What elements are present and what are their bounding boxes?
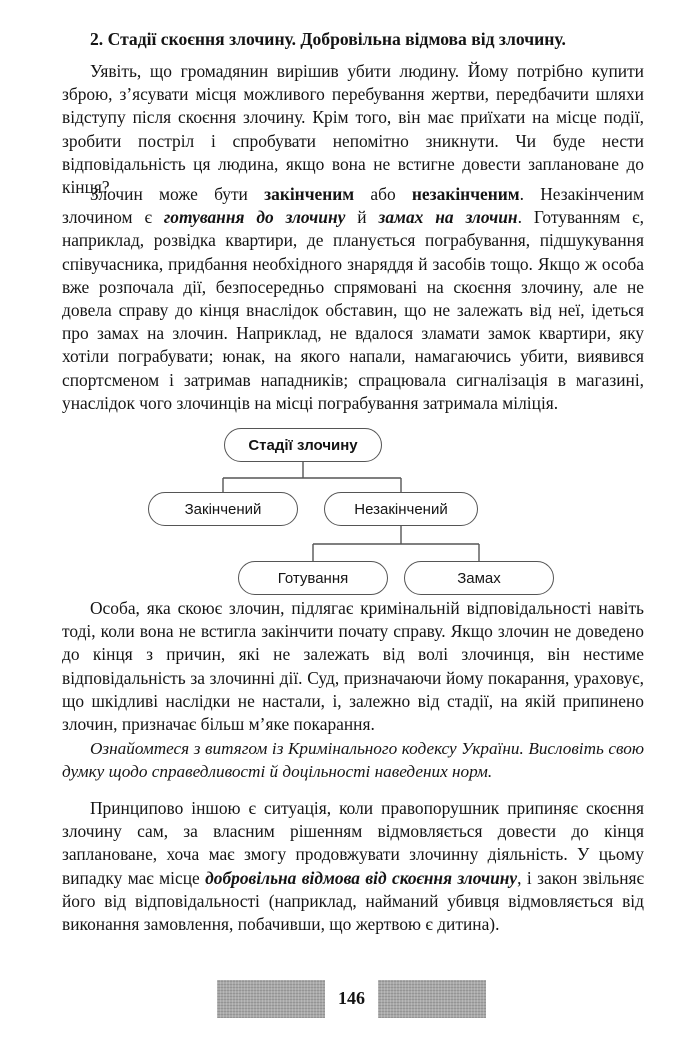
node-crime-stages: Стадії злочину	[224, 428, 382, 462]
term-voluntary-refusal: добровільна відмова від скоєння злочину	[205, 867, 518, 888]
page-number: 146	[338, 988, 365, 1008]
term-preparation: готування до злочину	[163, 207, 346, 228]
term-finished: закінченим	[264, 184, 355, 204]
paragraph-intro: Уявіть, що громадянин вирішив убити людину. Йому потрібно купити зброю, з’ясувати місця можливого перебування жертви, передбачити шляхи відступу після скоєння злочину. Крім того, він має приїхати на місце події, зробити постріл і спробувати непомітно зникнути. Чи буде нести відповідальність ця людина, якщо вона не встигне довести заплановане до кінця?	[62, 61, 644, 198]
term-unfinished: незакінченим	[411, 184, 520, 204]
paragraph-stages	[62, 183, 644, 415]
text-run: Злочин може бути	[90, 184, 265, 204]
node-attempt: Замах	[404, 561, 554, 595]
paragraph-voluntary-refusal	[62, 797, 644, 936]
text-run: й	[345, 207, 379, 228]
text-run: або	[354, 184, 412, 204]
paragraph-liability: Особа, яка скоює злочин, підлягає кримінальній відповідальності навіть тоді, коли вона не встигла закінчити почату справу. Якщо злочин не доведено до кінця з причин, які не залежать від волі злочинця, він нестиме відповідальність за злочинні дії. Суд, призначаючи йому покарання, ураховує, що шкідливі наслідки не настали, і, залежно від стадії, на якій припинено злочин, призначає більш м’яке покарання.	[62, 598, 644, 735]
text-run: . Готуванням є, наприклад, розвідка квартири, де планується пограбування, підшукування співучасника, придбання необхідного знаряддя й засобів тощо. Якщо ж особа вже розпочала дії, безпосередньо спрямовані на скоєння злочину, але не довела справу до кінця внаслідок обставин, що не залежать від неї, ідеться про замах на злочин. Наприклад, не вдалося зламати замок квартири, яку хотіли пограбувати; юнак, на якого напали, намагаючись убити, виявився спортсменом і затримав нападників; спрацювала сигналізація в магазині, унаслідок чого злочинців на місці пограбування затримала міліція.	[62, 207, 644, 413]
section-heading: 2. Стадії скоєння злочину. Добровільна відмова від злочину.	[90, 29, 566, 49]
node-finished: Закінчений	[148, 492, 298, 526]
text-run: , і закон звільняє його від відповідальності (наприклад, найманий убивця відмовляється від виконання замовлення, побачивши, що жертвою є дитина).	[62, 867, 644, 935]
stages-diagram	[140, 420, 570, 600]
text-run: . Незакінченим злочином є	[62, 184, 644, 228]
task-instruction: Ознайомтеся з витягом із Кримінального кодексу України. Висловіть свою думку щодо справедливості й доцільності наведених норм.	[62, 739, 644, 782]
node-preparation: Готування	[238, 561, 388, 595]
footer-bar-left	[217, 980, 325, 1018]
term-attempt: замах на злочин	[378, 207, 518, 228]
footer-bar-right	[378, 980, 486, 1018]
node-unfinished: Незакінчений	[324, 492, 478, 526]
text-run: Принципово іншою є ситуація, коли правопорушник припиняє скоєння злочину сам, за власним рішенням відмовляється довести до кінця заплановане, хоча має змогу продовжувати злочинну діяльність. У цьому випадку має місце	[62, 798, 644, 888]
